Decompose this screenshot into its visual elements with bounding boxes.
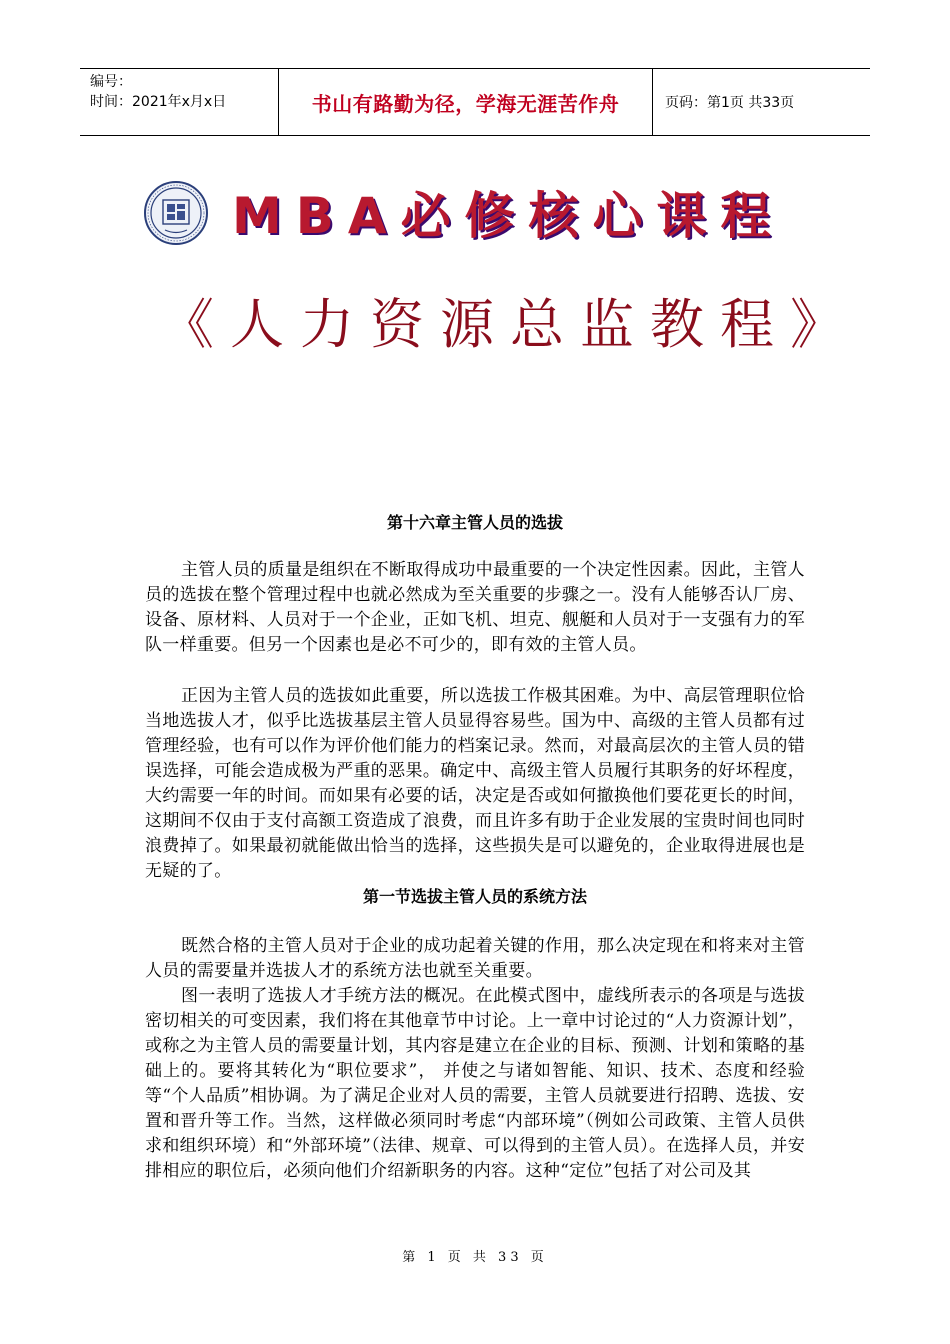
document-header <box>80 68 870 136</box>
time-label: 时间：2021年x月x日 <box>90 94 227 110</box>
university-seal-icon <box>143 180 209 246</box>
header-meta <box>80 69 279 135</box>
page-label: 页码：第1页 共33页 <box>665 95 795 111</box>
paragraph: 主管人员的质量是组织在不断取得成功中最重要的一个决定性因素。因此，主管人员的选拔在整个管理过程中也就必然成为至关重要的步骤之一。没有人能够否认厂房、设备、原材料、人员对于一个企业，正如飞机、坦克、舰艇和人员对于一支强有力的军队一样重要。但另一个因素也是必不可少的，即有效的主管人员。 <box>145 560 805 655</box>
number-label: 编号： <box>90 74 132 90</box>
header-page-cell <box>653 69 870 135</box>
page-footer: 第 1 页 共 33 页 <box>402 1250 548 1265</box>
paragraph: 正因为主管人员的选拔如此重要，所以选拔工作极其困难。为中、高层管理职位恰当地选拔人才，似乎比选拔基层主管人员显得容易些。国为中、高级的主管人员都有过管理经验，也有可以作为评价他们能力的档案记录。然而，对最高层次的主管人员的错误选择，可能会造成极为严重的恶果。确定中、高级主管人员履行其职务的好坏程度，大约需要一年的时间。而如果有必要的话，决定是否或如何撤换他们要花更长的时间，这期间不仅由于支付高额工资造成了浪费，而且许多有助于企业发展的宝贵时间也同时浪费掉了。如果最初就能做出恰当的选择，这些损失是可以避免的，企业取得进展也是无疑的了。 <box>145 686 805 881</box>
header-motto-cell <box>279 69 653 135</box>
paragraph: 图一表明了选拔人才手统方法的概况。在此模式图中，虚线所表示的各项是与选拔密切相关的可变因素，我们将在其他章节中讨论。上一章中讨论过的“人力资源计划”，或称之为主管人员的需要量计划，其内容是建立在企业的目标、预测、计划和策略的基础上的。要将其转化为“职位要求”， 并使之与诸如智能、知识、技术、态度和经验等“个人品质”相协调。为了满足企业对人员的需要，主管人员就要进行招聘、选拔、安置和晋升等工作。当然，这样做必须同时考虑“内部环境”（例如公司政策、主管人员供求和组织环境）和“外部环境”（法律、规章、可以得到的主管人员）。在选择人员，并安排相应的职位后，必须向他们介绍新职务的内容。这种“定位”包括了对公司及其 <box>145 986 805 1181</box>
chapter-title: 第十六章主管人员的选拔 <box>386 513 563 532</box>
main-title: MBA必修核心课程 <box>232 187 785 245</box>
paragraph: 既然合格的主管人员对于企业的成功起着关键的作用，那么决定现在和将来对主管人员的需要量并选拔人才的系统方法也就至关重要。 <box>145 936 805 981</box>
section-title: 第一节选拔主管人员的系统方法 <box>362 887 587 906</box>
sub-title: 《人力资源总监教程》 <box>160 293 860 356</box>
header-motto: 书山有路勤为径，学海无涯苦作舟 <box>311 91 620 116</box>
